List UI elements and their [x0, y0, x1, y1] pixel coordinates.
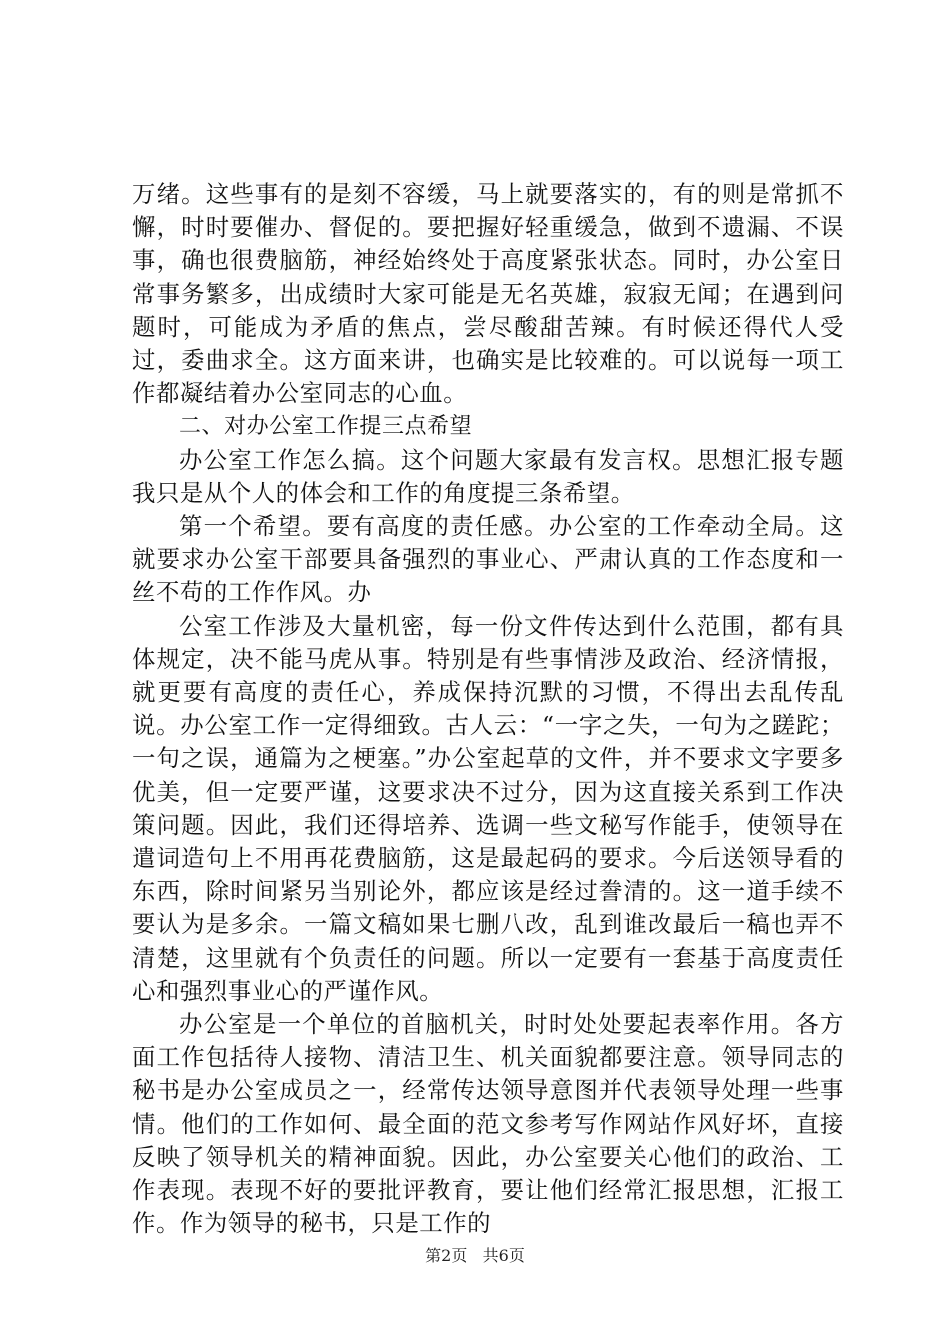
page-total: 共6页 — [482, 1246, 525, 1265]
paragraph-first-hope: 第一个希望。要有高度的责任感。办公室的工作牵动全局。这就要求办公室干部要具备强烈的事业心、严肃认真的工作态度和一丝不苟的工作作风。办 — [132, 512, 844, 607]
paragraph-intro: 办公室工作怎么搞。这个问题大家最有发言权。思想汇报专题我只是从个人的体会和工作的角度提三条希望。 — [132, 445, 844, 507]
page-number: 第2页 — [425, 1246, 468, 1265]
page-footer — [0, 1243, 950, 1266]
section-heading: 二、对办公室工作提三点希望 — [179, 414, 473, 440]
paragraph-confidentiality: 公室工作涉及大量机密，每一份文件传达到什么范围，都有具体规定，决不能马虎从事。特别是有些事情涉及政治、经济情报，就更要有高度的责任心，养成保持沉默的习惯，不得出去乱传乱说。办公室工作一定得细致。古人云：“一字之失，一句为之蹉跎；一句之误，通篇为之梗塞。”办公室起草的文件，并不要求文字要多优美，但一定要严谨，这要求决不过分，因为这直接关系到工作决策问题。因此，我们还得培养、选调一些文秘写作能手，使领导在遣词造句上不用再花费脑筋，这是最起码的要求。今后送领导看的东西，除时间紧另当别论外，都应该是经过誊清的。这一道手续不要认为是多余。一篇文稿如果七删八改，乱到谁改最后一稿也弄不清楚，这里就有个负责任的问题。所以一定要有一套基于高度责任心和强烈事业心的严谨作风。 — [132, 611, 844, 1005]
page-separator — [472, 1246, 477, 1265]
document-body — [132, 178, 844, 1241]
paragraph-example-role: 办公室是一个单位的首脑机关，时时处处要起表率作用。各方面工作包括待人接物、清洁卫生、机关面貌都要注意。领导同志的秘书是办公室成员之一，经常传达领导意图并代表领导处理一些事情。他们的工作如何、最全面的范文参考写作网站作风好坏，直接反映了领导机关的精神面貌。因此，办公室要关心他们的政治、工作表现。表现不好的要批评教育，要让他们经常汇报思想，汇报工作。作为领导的秘书，只是工作的 — [132, 1010, 844, 1238]
paragraph-continuation: 万绪。这些事有的是刻不容缓，马上就要落实的，有的则是常抓不懈，时时要催办、督促的。要把握好轻重缓急，做到不遗漏、不误事，确也很费脑筋，神经始终处于高度紧张状态。同时，办公室日常事务繁多，出成绩时大家可能是无名英雄，寂寂无闻；在遇到问题时，可能成为矛盾的焦点，尝尽酸甜苦辣。有时候还得代人受过，委曲求全。这方面来讲，也确实是比较难的。可以说每一项工作都凝结着办公室同志的心血。 — [132, 180, 844, 408]
